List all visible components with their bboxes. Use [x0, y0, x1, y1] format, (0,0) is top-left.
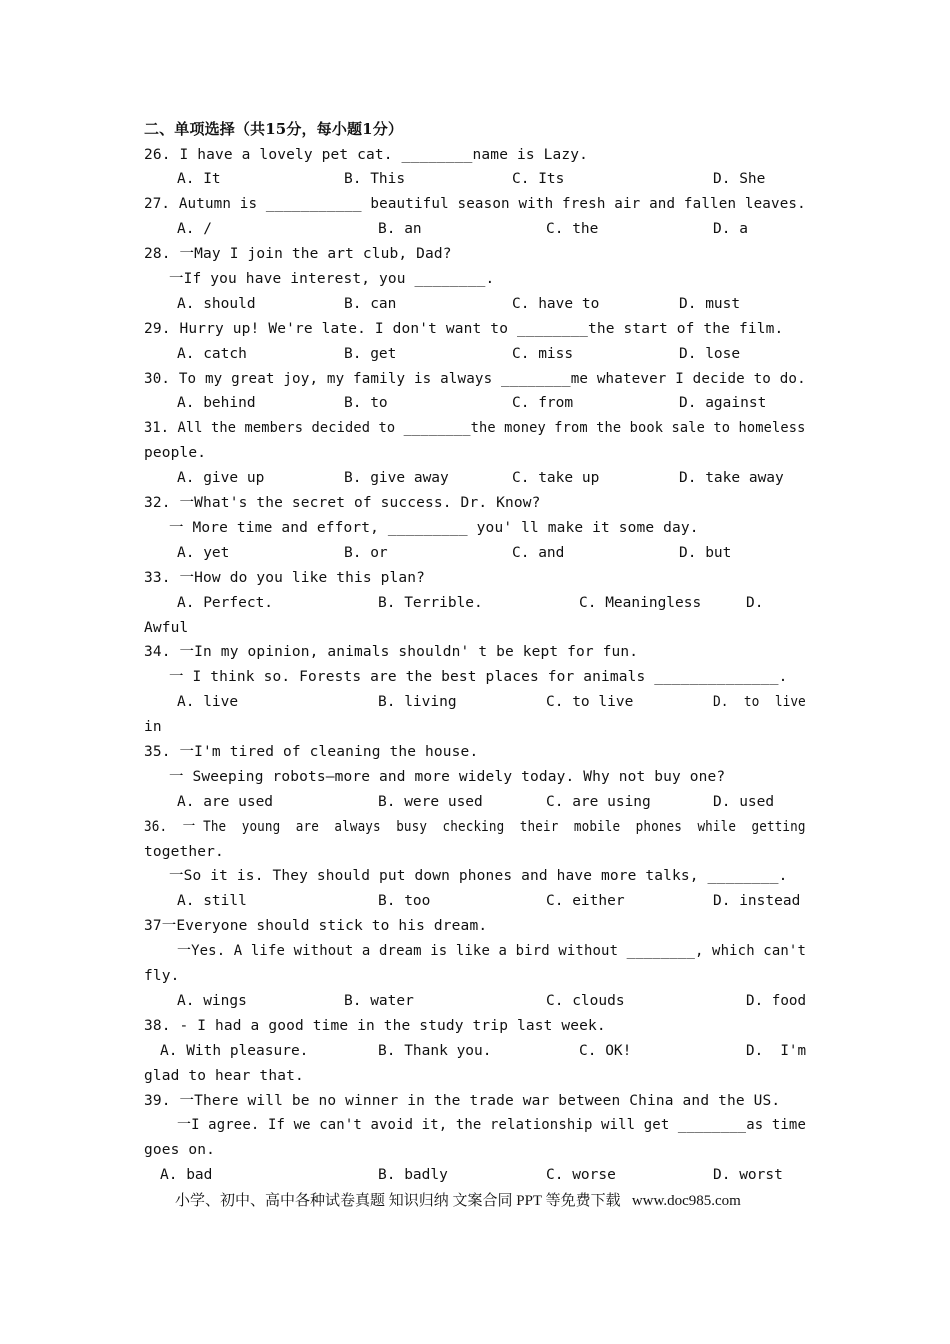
option-b: B. to [344, 395, 388, 411]
question-stem: 37一Everyone should stick to his dream. [144, 918, 488, 934]
option-d: D. to live [713, 694, 806, 710]
option-a: A. yet [177, 545, 230, 561]
option-b: B. get [344, 346, 397, 362]
option-a: A. Perfect. [177, 595, 274, 611]
option-c: C. to live [546, 694, 634, 710]
question-reply: 一If you have interest, you ________. [169, 271, 495, 287]
question-reply: 一I agree. If we can't avoid it, the relationship will get ________as time [177, 1117, 807, 1133]
option-a: A. bad [160, 1167, 213, 1183]
option-d: D. take away [679, 470, 784, 486]
option-a: A. still [177, 893, 247, 909]
question-reply: 一 More time and effort, _________ you' ll make it some day. [169, 520, 699, 536]
option-d: D. but [679, 545, 732, 561]
option-b: B. too [378, 893, 431, 909]
question-reply-continued: fly. [144, 968, 180, 984]
option-a: A. / [177, 221, 212, 237]
option-a: A. It [177, 171, 221, 187]
option-d-continued: glad to hear that. [144, 1068, 304, 1084]
option-b: B. Terrible. [378, 595, 483, 611]
option-c: C. from [512, 395, 574, 411]
page-footer: 小学、初中、高中各种试卷真题 知识归纳 文案合同 PPT 等免费下载 www.doc985.com [175, 1193, 741, 1209]
option-d: D. [746, 595, 764, 611]
question-stem: 39. 一There will be no winner in the trade war between China and the US. [144, 1093, 781, 1109]
option-d: D. instead [713, 893, 801, 909]
option-c: C. either [546, 893, 625, 909]
question-reply: 一Yes. A life without a dream is like a bird without ________, which can't [177, 943, 807, 959]
option-c: C. OK! [579, 1043, 632, 1059]
option-a: A. behind [177, 395, 256, 411]
question-stem: 26. I have a lovely pet cat. ________name is Lazy. [144, 147, 588, 163]
question-stem: 34. 一In my opinion, animals shouldn' t be kept for fun. [144, 644, 639, 660]
option-b: B. can [344, 296, 397, 312]
option-b: B. living [378, 694, 457, 710]
option-a: A. live [177, 694, 239, 710]
option-b: B. badly [378, 1167, 448, 1183]
option-d: D. food [746, 993, 807, 1009]
question-stem: 31. All the members decided to ________the money from the book sale to homeless [144, 420, 806, 436]
option-c: C. and [512, 545, 565, 561]
option-d-continued: Awful [144, 620, 189, 636]
section-heading: 二、单项选择（共15分，每小题1分） [144, 120, 404, 138]
option-c: C. take up [512, 470, 600, 486]
option-a: A. give up [177, 470, 265, 486]
option-d: D. used [713, 794, 775, 810]
option-c: C. the [546, 221, 599, 237]
option-b: B. water [344, 993, 414, 1009]
option-a: A. wings [177, 993, 247, 1009]
question-stem: 33. 一How do you like this plan? [144, 570, 426, 586]
option-c: C. Meaningless [579, 595, 702, 611]
question-stem: 29. Hurry up! We're late. I don't want to ________the start of the film. [144, 321, 784, 337]
option-c: C. Its [512, 171, 565, 187]
question-reply: 一 I think so. Forests are the best places for animals ______________. [169, 669, 788, 685]
option-b: B. give away [344, 470, 449, 486]
question-stem-continued: together. [144, 844, 224, 860]
question-stem: 27. Autumn is ___________ beautiful season with fresh air and fallen leaves. [144, 196, 806, 212]
question-stem: 32. 一What's the secret of success. Dr. Know? [144, 495, 541, 511]
option-a: A. are used [177, 794, 274, 810]
option-c: C. miss [512, 346, 574, 362]
option-a: A. should [177, 296, 256, 312]
option-a: A. With pleasure. [160, 1043, 309, 1059]
question-stem: 36. 一 The young are always busy checking their mobile phones while getting [144, 819, 806, 835]
question-reply-continued: goes on. [144, 1142, 216, 1158]
option-d-continued: in [144, 719, 162, 735]
question-stem-continued: people. [144, 445, 207, 461]
option-d: D. worst [713, 1167, 783, 1183]
option-d: D. I'm [746, 1043, 807, 1059]
option-c: C. worse [546, 1167, 616, 1183]
option-b: B. or [344, 545, 388, 561]
option-c: C. have to [512, 296, 600, 312]
option-c: C. are using [546, 794, 651, 810]
option-d: D. against [679, 395, 767, 411]
option-d: D. She [713, 171, 766, 187]
option-b: B. This [344, 171, 406, 187]
question-stem: 30. To my great joy, my family is always ________me whatever I decide to do. [144, 371, 806, 387]
option-a: A. catch [177, 346, 247, 362]
option-c: C. clouds [546, 993, 625, 1009]
question-stem: 38. - I had a good time in the study trip last week. [144, 1018, 606, 1034]
option-d: D. lose [679, 346, 741, 362]
option-b: B. were used [378, 794, 483, 810]
question-reply: 一 Sweeping robots—more and more widely today. Why not buy one? [169, 769, 726, 785]
option-d: D. must [679, 296, 741, 312]
question-stem: 35. 一I'm tired of cleaning the house. [144, 744, 479, 760]
question-reply: 一So it is. They should put down phones and have more talks, ________. [169, 868, 788, 884]
question-stem: 28. 一May I join the art club, Dad? [144, 246, 452, 262]
option-d: D. a [713, 221, 748, 237]
option-b: B. an [378, 221, 422, 237]
option-b: B. Thank you. [378, 1043, 492, 1059]
